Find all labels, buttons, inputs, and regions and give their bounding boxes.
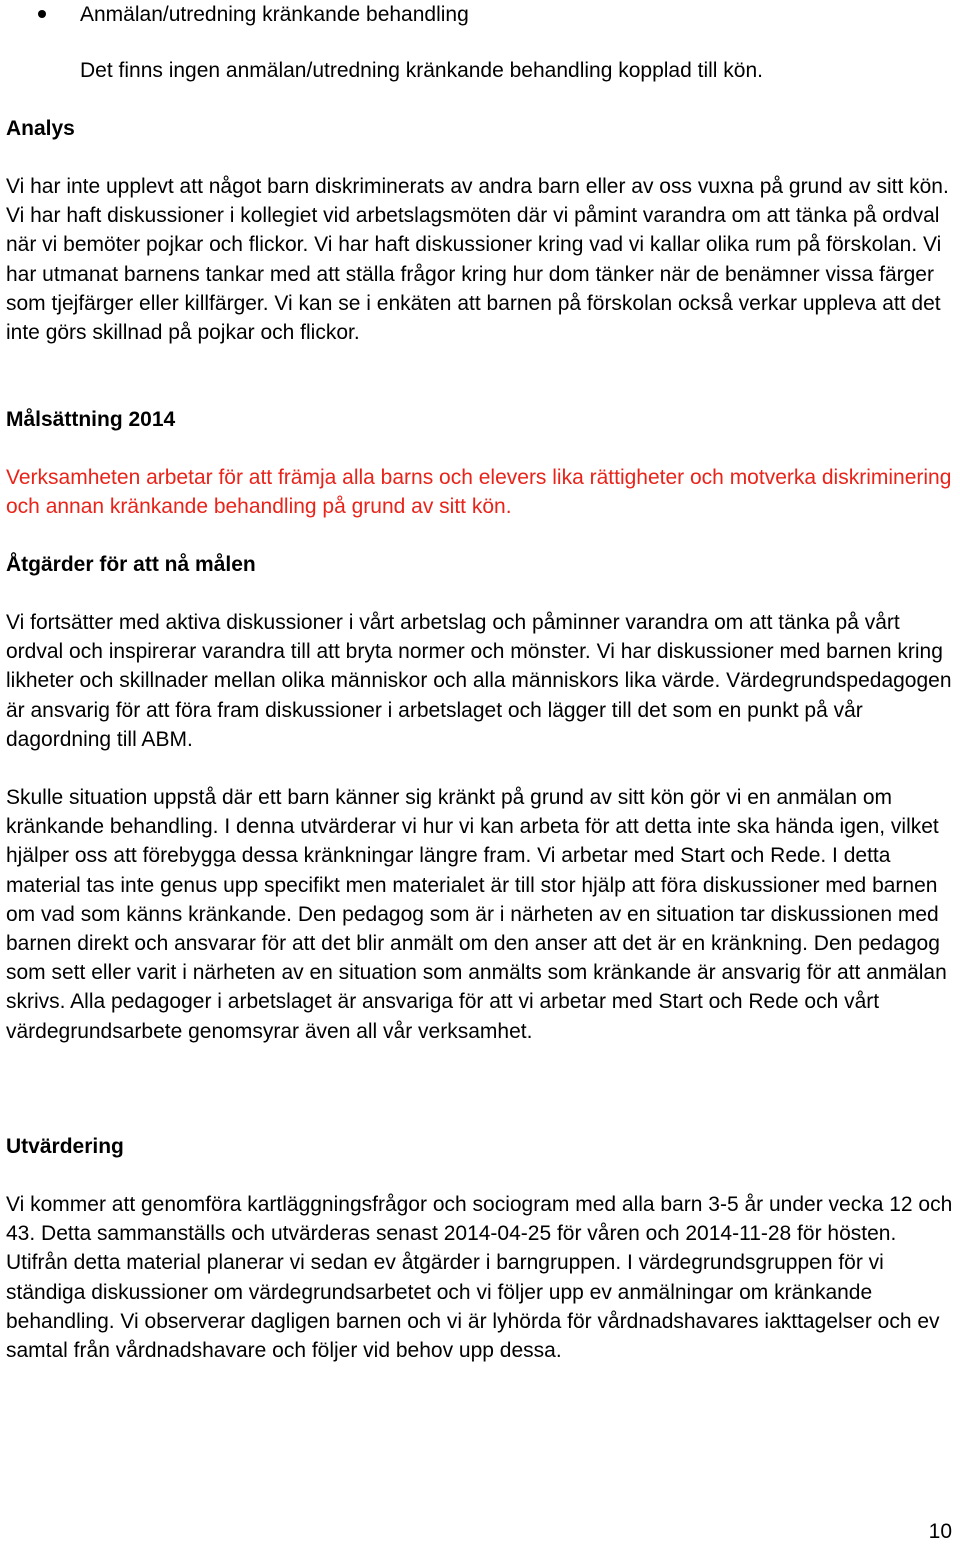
analys-paragraph: Vi har inte upplevt att något barn diskriminerats av andra barn eller av oss vuxna på grund av sitt kön. Vi har haft diskussioner i kollegiet vid arbetslagsmöten där vi påmint varandra om att tänka på ordval när vi bemöter pojkar och flickor. Vi har haft diskussioner kring vad vi kallar olika rum på förskolan. Vi har utmanat barnens tankar med att ställa frågor kring hur dom tänker när de benämner vissa färger som tjejfärger eller killfärger. Vi kan se i enkäten att barnen på förskolan också verkar uppleva att det inte görs skillnad på pojkar och flickor.	[6, 175, 949, 345]
atgarder-paragraph-2: Skulle situation uppstå där ett barn känner sig kränkt på grund av sitt kön gör vi en anmälan om kränkande behandling. I denna utvärderar vi hur vi kan arbeta för att detta inte ska hända igen, vilket hjälper oss att förebygga dessa kränkningar längre fram. Vi arbetar med Start och Rede. I detta material tas inte genus upp specifikt men materialet är till stor hjälp att föra diskussioner med barnen om vad som känns kränkande. Den pedagog som är i närheten av en situation tar diskussionen med barnen direkt och ansvarar för att det blir anmält om den anser att det är en kränkning. Den pedagog som sett eller varit i närheten av en situation som anmälts som kränkande är ansvarig för att anmälan skrivs. Alla pedagoger i arbetslaget är ansvariga för att vi arbetar med Start och Rede och vårt värdegrundsarbete genomsyrar även all vår verksamhet.	[6, 786, 947, 1043]
malsattning-paragraph: Verksamheten arbetar för att främja alla barns och elevers lika rättigheter och motverka diskriminering och annan kränkande behandling på grund av sitt kön.	[6, 466, 952, 519]
bullet-detail-text: Det finns ingen anmälan/utredning kränkande behandling kopplad till kön.	[80, 59, 763, 82]
malsattning-heading: Målsättning 2014	[6, 408, 176, 431]
bullet-list-item	[0, 0, 960, 29]
bullet-item-text: Anmälan/utredning kränkande behandling	[80, 3, 469, 26]
atgarder-heading: Åtgärder för att nå målen	[6, 553, 256, 576]
page-number: 10	[928, 1520, 952, 1543]
utvardering-heading: Utvärdering	[6, 1135, 124, 1158]
utvardering-paragraph: Vi kommer att genomföra kartläggningsfrågor och sociogram med alla barn 3-5 år under vecka 12 och 43. Detta sammanställs och utvärderas senast 2014-04-25 för våren och 2014-11-28 för hösten. Utifrån detta material planerar vi sedan ev åtgärder i barngruppen. I värdegrundsgruppen för vi ständiga diskussioner om värdegrundsarbetet och vi följer upp ev anmälningar om kränkande behandling. Vi observerar dagligen barnen och vi är lyhörda för vårdnadshavares iakttagelser och ev samtal från vårdnadshavare och följer vid behov upp dessa.	[6, 1193, 953, 1363]
bullet-icon	[38, 10, 46, 18]
analys-heading: Analys	[6, 117, 75, 140]
atgarder-paragraph-1: Vi fortsätter med aktiva diskussioner i vårt arbetslag och påminner varandra om att tänka på vårt ordval och inspirerar varandra till att bryta normer och mönster. Vi har diskussioner med barnen kring likheter och skillnader mellan olika människor och alla människors lika värde. Värdegrundspedagogen är ansvarig för att föra fram diskussioner i arbetslaget och lägger till det som en punkt på vår dagordning till ABM.	[6, 611, 952, 751]
